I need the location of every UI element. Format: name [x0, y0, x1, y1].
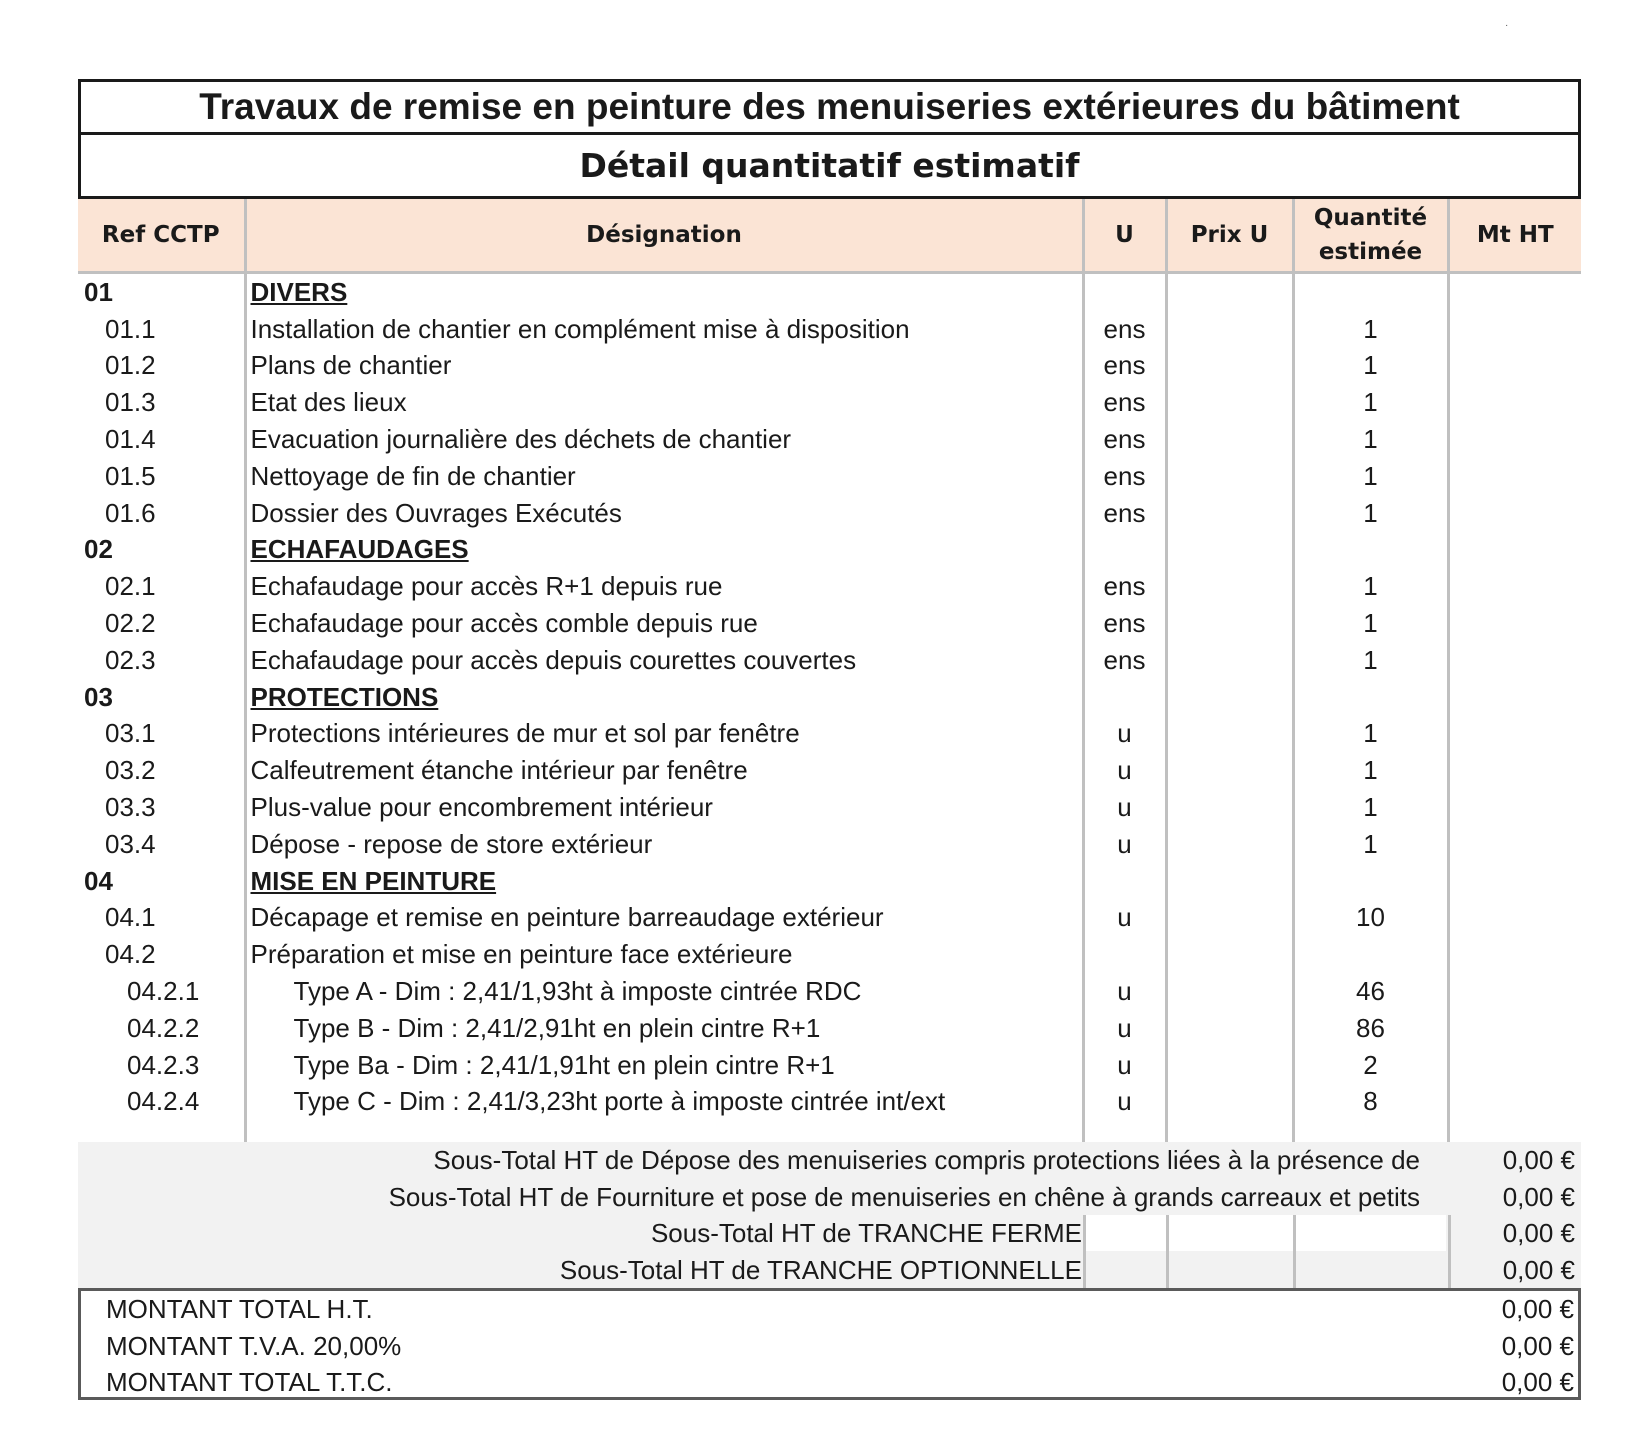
cell-price [1166, 348, 1293, 385]
cell-ref: 04.2.4 [127, 1086, 200, 1117]
table-row [78, 348, 1581, 385]
subtotal-label: Sous-Total HT de Dépose des menuiseries compris protections liées à la présence de [433, 1145, 1420, 1176]
cell-designation: Dossier des Ouvrages Exécutés [245, 495, 1083, 532]
table-row [78, 679, 1581, 716]
subtotal-row [78, 1179, 1581, 1216]
cell-ref: 01.6 [105, 497, 156, 528]
cell-amount [1448, 458, 1581, 495]
table-row [78, 273, 1581, 311]
cell-designation: Préparation et mise en peinture face extérieure [245, 936, 1083, 973]
cell-quantity: 8 [1293, 1084, 1448, 1121]
cell-quantity: 1 [1293, 458, 1448, 495]
cell-unit: u [1083, 973, 1166, 1010]
cell-quantity [1293, 273, 1448, 311]
cell-designation: Installation de chantier en complément mise à disposition [245, 311, 1083, 348]
cell-ref: 04.1 [105, 902, 156, 933]
table-row [78, 900, 1581, 937]
cell-unit: ens [1083, 458, 1166, 495]
cell-designation: Plans de chantier [245, 348, 1083, 385]
cell-unit: ens [1083, 384, 1166, 421]
total-value: 0,00 € [1501, 1367, 1574, 1398]
cell-price [1166, 789, 1293, 826]
cell-designation: MISE EN PEINTURE [245, 863, 1083, 900]
cell-price [1166, 273, 1293, 311]
cell-ref: 04.2.3 [127, 1049, 200, 1080]
cell-quantity: 1 [1293, 495, 1448, 532]
cell-ref: 04.2.2 [127, 1012, 200, 1043]
cell-amount [1448, 568, 1581, 605]
table-row [78, 826, 1581, 863]
cell-price [1166, 568, 1293, 605]
cell-amount [1448, 863, 1581, 900]
cell-ref: 04.2.1 [127, 976, 200, 1007]
cell-amount [1448, 679, 1581, 716]
cell-designation: DIVERS [245, 273, 1083, 311]
table-row [78, 642, 1581, 679]
table-row [78, 605, 1581, 642]
cell-quantity: 1 [1293, 348, 1448, 385]
cell-quantity [1293, 863, 1448, 900]
cell-quantity: 1 [1293, 384, 1448, 421]
cell-unit: u [1083, 1047, 1166, 1084]
cell-ref: 03.1 [105, 718, 156, 749]
cell-unit: u [1083, 716, 1166, 753]
cell-price [1166, 900, 1293, 937]
cell-unit [1083, 863, 1166, 900]
cell-price [1166, 1047, 1293, 1084]
cell-price [1166, 421, 1293, 458]
cell-price [1166, 642, 1293, 679]
cell-unit: ens [1083, 642, 1166, 679]
cell-quantity: 1 [1293, 642, 1448, 679]
cell-price [1166, 311, 1293, 348]
cell-amount [1448, 1010, 1581, 1047]
cell-ref: 01.5 [105, 460, 156, 491]
cell-amount [1448, 605, 1581, 642]
subtotal-label: Sous-Total HT de TRANCHE OPTIONNELLE [559, 1254, 1082, 1285]
cell-price [1166, 863, 1293, 900]
cell-unit: ens [1083, 568, 1166, 605]
cell-ref: 02.3 [105, 644, 156, 675]
table-row [78, 311, 1581, 348]
cell-ref: 02.2 [105, 608, 156, 639]
cell-quantity: 46 [1293, 973, 1448, 1010]
cell-unit: ens [1083, 348, 1166, 385]
cell-price [1166, 605, 1293, 642]
subtotal-row [78, 1142, 1581, 1179]
cell-quantity [1293, 532, 1448, 569]
cell-ref: 01.3 [105, 387, 156, 418]
cell-price [1166, 384, 1293, 421]
cell-unit: u [1083, 1010, 1166, 1047]
table-row [78, 789, 1581, 826]
cell-quantity: 10 [1293, 900, 1448, 937]
header-unit: U [1083, 199, 1166, 273]
table-padding-row [78, 1120, 1581, 1142]
table-row [78, 458, 1581, 495]
table-row [78, 568, 1581, 605]
header-price: Prix U [1166, 199, 1293, 273]
table-row [78, 1047, 1581, 1084]
cell-ref: 03.4 [105, 828, 156, 859]
cell-unit: u [1083, 789, 1166, 826]
cell-price [1166, 532, 1293, 569]
cell-unit: u [1083, 826, 1166, 863]
table-row [78, 1010, 1581, 1047]
cell-designation: Dépose - repose de store extérieur [245, 826, 1083, 863]
table-row [78, 863, 1581, 900]
document-subtitle: Détail quantitatif estimatif [78, 132, 1581, 199]
cell-amount [1448, 642, 1581, 679]
header-designation: Désignation [245, 199, 1083, 273]
table-row [78, 532, 1581, 569]
cell-designation: ECHAFAUDAGES [245, 532, 1083, 569]
cell-ref: 03.2 [105, 755, 156, 786]
cell-unit [1083, 273, 1166, 311]
cell-price [1166, 826, 1293, 863]
corner-mark: · [1505, 20, 1509, 31]
cell-amount [1448, 826, 1581, 863]
cell-amount [1448, 789, 1581, 826]
total-row [81, 1291, 1578, 1328]
cell-ref: 01.1 [105, 313, 156, 344]
cell-designation: Etat des lieux [245, 384, 1083, 421]
cell-amount [1448, 936, 1581, 973]
cell-quantity: 1 [1293, 605, 1448, 642]
cell-amount [1448, 1047, 1581, 1084]
total-row [81, 1364, 1578, 1401]
cell-designation: Evacuation journalière des déchets de chantier [245, 421, 1083, 458]
cell-quantity: 1 [1293, 311, 1448, 348]
cell-quantity: 1 [1293, 421, 1448, 458]
table-row [78, 973, 1581, 1010]
cell-price [1166, 495, 1293, 532]
header-amount: Mt HT [1448, 199, 1581, 273]
table-row [78, 421, 1581, 458]
subtotal-value: 0,00 € [1502, 1145, 1575, 1176]
cell-amount [1448, 900, 1581, 937]
cell-amount [1448, 311, 1581, 348]
table-row [78, 1084, 1581, 1121]
cell-unit: ens [1083, 605, 1166, 642]
cell-unit: ens [1083, 311, 1166, 348]
cell-unit [1083, 936, 1166, 973]
cell-ref: 04 [84, 865, 113, 896]
cell-ref: 01.4 [105, 424, 156, 455]
cell-amount [1448, 348, 1581, 385]
subtotal-label: Sous-Total HT de Fourniture et pose de menuiseries en chêne à grands carreaux et petits [388, 1181, 1420, 1212]
cell-quantity [1293, 936, 1448, 973]
subtotal-value: 0,00 € [1502, 1218, 1575, 1249]
cell-ref: 01.2 [105, 350, 156, 381]
cell-amount [1448, 421, 1581, 458]
cell-quantity: 1 [1293, 826, 1448, 863]
total-label: MONTANT T.V.A. 20,00% [106, 1330, 402, 1361]
cell-designation: Type C - Dim : 2,41/3,23ht porte à imposte cintrée int/ext [245, 1084, 1083, 1121]
cell-amount [1448, 273, 1581, 311]
total-value: 0,00 € [1501, 1294, 1574, 1325]
cell-ref: 02.1 [105, 571, 156, 602]
cell-quantity: 86 [1293, 1010, 1448, 1047]
table-row [78, 752, 1581, 789]
cell-unit [1083, 532, 1166, 569]
cell-ref: 02 [84, 534, 113, 565]
total-row [81, 1328, 1578, 1365]
cell-unit: u [1083, 1084, 1166, 1121]
cell-unit: u [1083, 900, 1166, 937]
document-title: Travaux de remise en peinture des menuiseries extérieures du bâtiment [78, 79, 1581, 132]
total-label: MONTANT TOTAL T.T.C. [106, 1367, 393, 1398]
table-row [78, 936, 1581, 973]
totals-block [78, 1288, 1581, 1400]
cell-price [1166, 1010, 1293, 1047]
cell-price [1166, 1084, 1293, 1121]
cell-unit [1083, 679, 1166, 716]
cell-designation: Echafaudage pour accès comble depuis rue [245, 605, 1083, 642]
subtotals-block [78, 1142, 1581, 1288]
cell-price [1166, 936, 1293, 973]
total-label: MONTANT TOTAL H.T. [106, 1294, 373, 1325]
cell-quantity: 2 [1293, 1047, 1448, 1084]
cell-designation: Décapage et remise en peinture barreaudage extérieur [245, 900, 1083, 937]
cell-designation: Echafaudage pour accès R+1 depuis rue [245, 568, 1083, 605]
cell-amount [1448, 384, 1581, 421]
cell-price [1166, 679, 1293, 716]
header-quantity: Quantité estimée [1293, 199, 1448, 273]
cell-quantity [1293, 679, 1448, 716]
table-row [78, 716, 1581, 753]
table-row [78, 384, 1581, 421]
cell-quantity: 1 [1293, 568, 1448, 605]
cell-amount [1448, 973, 1581, 1010]
cell-ref: 03 [84, 681, 113, 712]
cell-amount [1448, 716, 1581, 753]
cell-designation: Echafaudage pour accès depuis courettes couvertes [245, 642, 1083, 679]
cell-amount [1448, 532, 1581, 569]
cell-designation: PROTECTIONS [245, 679, 1083, 716]
cell-quantity: 1 [1293, 716, 1448, 753]
total-value: 0,00 € [1501, 1330, 1574, 1361]
subtotal-row [78, 1252, 1581, 1289]
cell-designation: Nettoyage de fin de chantier [245, 458, 1083, 495]
cell-ref: 04.2 [105, 939, 156, 970]
cell-ref: 01 [84, 276, 113, 307]
cell-designation: Protections intérieures de mur et sol par fenêtre [245, 716, 1083, 753]
cell-amount [1448, 1084, 1581, 1121]
cell-designation: Type Ba - Dim : 2,41/1,91ht en plein cintre R+1 [245, 1047, 1083, 1084]
subtotal-label: Sous-Total HT de TRANCHE FERME [650, 1218, 1082, 1249]
cell-price [1166, 458, 1293, 495]
subtotal-value: 0,00 € [1502, 1254, 1575, 1285]
cell-designation: Plus-value pour encombrement intérieur [245, 789, 1083, 826]
cell-designation: Calfeutrement étanche intérieur par fenêtre [245, 752, 1083, 789]
cell-price [1166, 752, 1293, 789]
cell-unit: ens [1083, 421, 1166, 458]
cell-amount [1448, 495, 1581, 532]
subtotal-value: 0,00 € [1502, 1181, 1575, 1212]
cell-ref: 03.3 [105, 792, 156, 823]
cell-price [1166, 716, 1293, 753]
cell-designation: Type A - Dim : 2,41/1,93ht à imposte cintrée RDC [245, 973, 1083, 1010]
table-header-row [78, 199, 1581, 273]
cell-amount [1448, 752, 1581, 789]
cell-quantity: 1 [1293, 789, 1448, 826]
cell-price [1166, 973, 1293, 1010]
subtotal-row [78, 1215, 1581, 1252]
cell-quantity: 1 [1293, 752, 1448, 789]
estimate-table [78, 199, 1581, 1142]
table-body [78, 273, 1581, 1143]
cell-designation: Type B - Dim : 2,41/2,91ht en plein cintre R+1 [245, 1010, 1083, 1047]
header-ref: Ref CCTP [78, 199, 245, 273]
table-row [78, 495, 1581, 532]
cell-unit: u [1083, 752, 1166, 789]
estimate-sheet [78, 79, 1581, 1400]
cell-unit: ens [1083, 495, 1166, 532]
